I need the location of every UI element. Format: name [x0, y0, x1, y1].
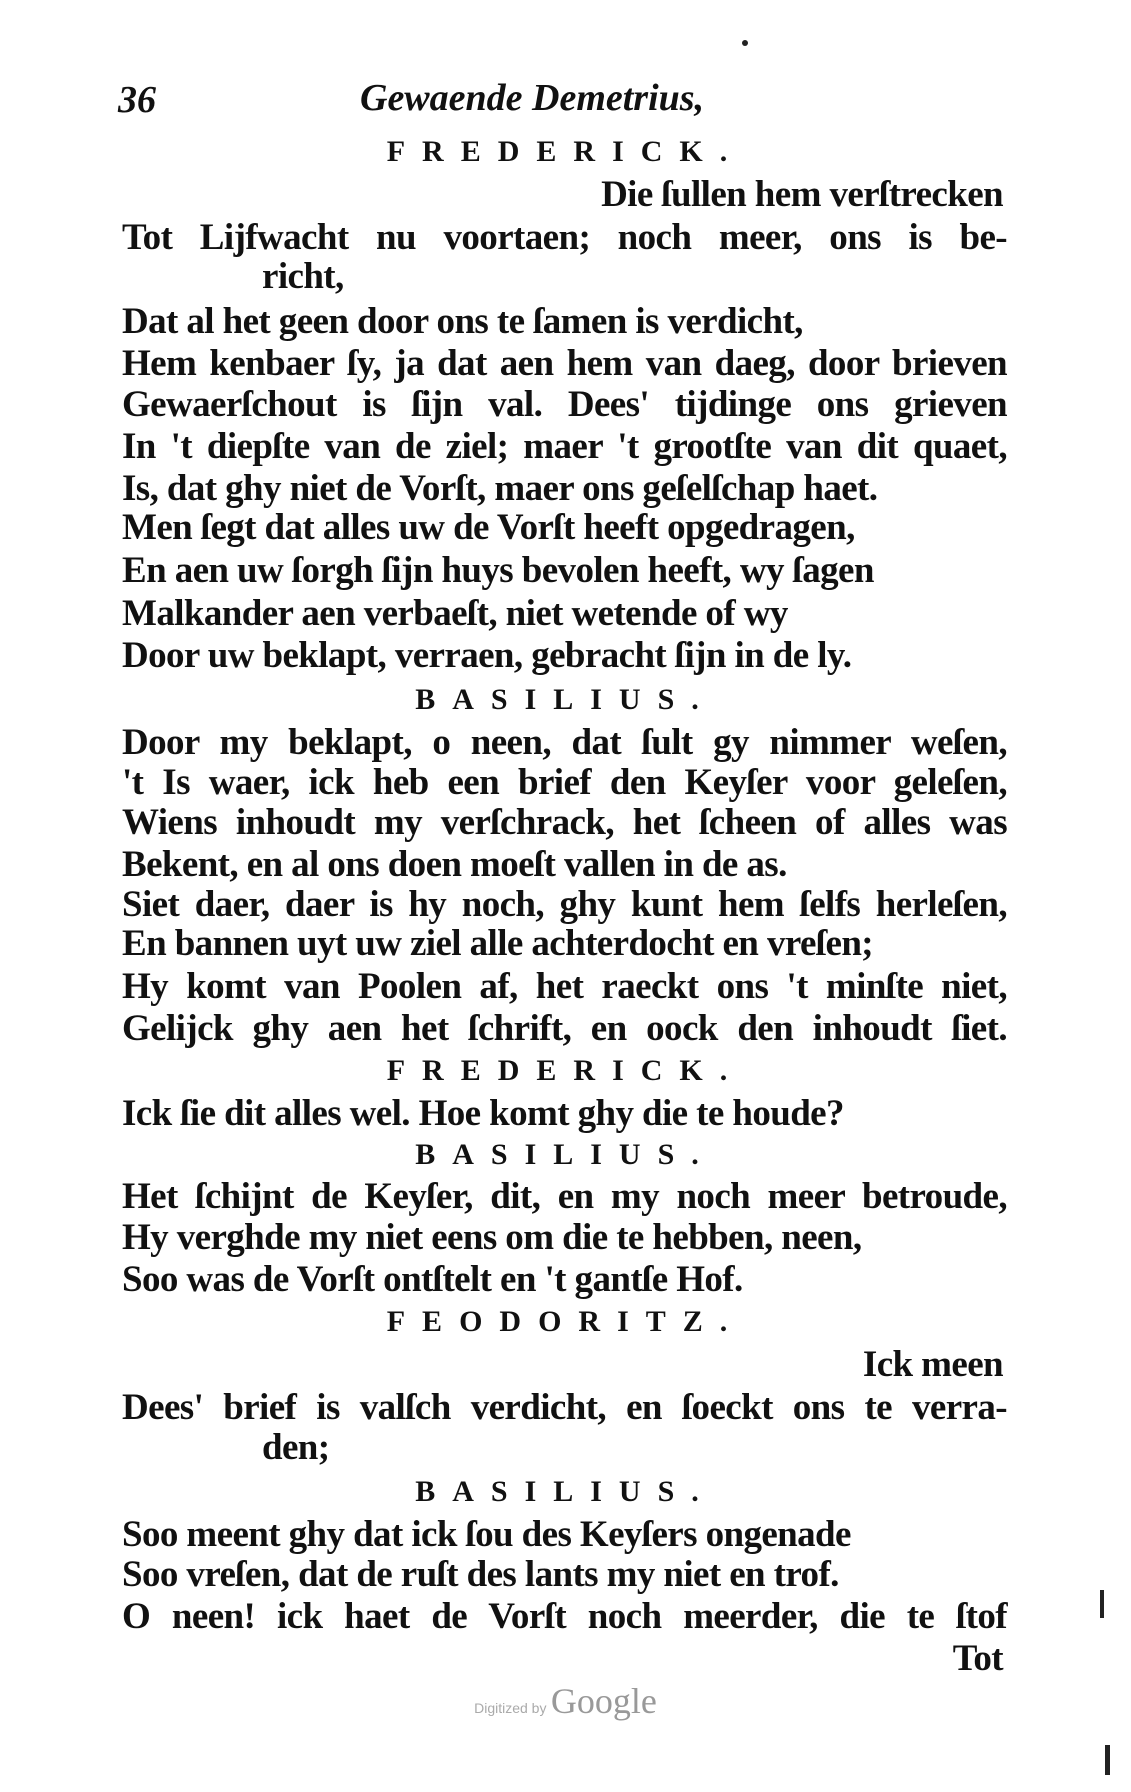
verse-line: Hem kenbaer ſy, ja dat aen hem van daeg, door brieven: [122, 343, 1007, 384]
edge-mark: [1100, 1590, 1104, 1618]
verse-line: Men ſegt dat alles uw de Vorſt heeft opgedragen,: [122, 507, 855, 548]
verse-line: Wiens inhoudt my verſchrack, het ſcheen of alles was: [122, 802, 1007, 843]
verse-line: Gelijck ghy aen het ſchrift, en oock den inhoudt ſiet.: [122, 1008, 1007, 1049]
page-number: 36: [118, 79, 156, 121]
verse-line: Door my beklapt, o neen, dat ſult gy nimmer weſen,: [122, 722, 1007, 763]
verse-line: Ick ſie dit alles wel. Hoe komt ghy die te houde?: [122, 1093, 844, 1134]
verse-line: Soo was de Vorſt ontſtelt en 't gantſe Hof.: [122, 1259, 743, 1300]
verse-line: 't Is waer, ick heb een brief den Keyſer voor geleſen,: [122, 762, 1007, 803]
verse-line: En bannen uyt uw ziel alle achterdocht en vreſen;: [122, 923, 874, 964]
verse-line: Dat al het geen door ons te ſamen is verdicht,: [122, 301, 803, 342]
verse-line: Hy verghde my niet eens om die te hebben, neen,: [122, 1217, 862, 1258]
verse-line: Die ſullen hem verſtrecken: [601, 174, 1003, 215]
verse-line: In 't diepſte van de ziel; maer 't grootſte van dit quaet,: [122, 426, 1007, 467]
speaker-name: BASILIUS.: [415, 1138, 716, 1171]
verse-line: Soo meent ghy dat ick ſou des Keyſers ongenade: [122, 1514, 851, 1555]
edge-mark: [1105, 1745, 1110, 1775]
verse-line: En aen uw ſorgh ſijn huys bevolen heeft, wy ſagen: [122, 550, 874, 591]
speaker-name: FREDERICK.: [386, 1054, 745, 1087]
verse-line: Siet daer, daer is hy noch, ghy kunt hem ſelfs herleſen,: [122, 884, 1007, 925]
verse-line: Malkander aen verbaeſt, niet wetende of wy: [122, 593, 788, 634]
verse-line: Bekent, en al ons doen moeſt vallen in de as.: [122, 844, 787, 885]
google-logo: Google: [550, 1681, 657, 1721]
verse-line: Ick meen: [862, 1344, 1003, 1385]
verse-line: Tot Lijfwacht nu voortaen; noch meer, ons is be-: [122, 217, 1007, 258]
speaker-name: FREDERICK.: [386, 135, 745, 168]
digitized-by-google-watermark: [0, 1680, 1131, 1722]
verse-line: Tot: [952, 1638, 1003, 1679]
verse-line: den;: [262, 1427, 330, 1468]
verse-line: Hy komt van Poolen af, het raeckt ons 't minſte niet,: [122, 966, 1007, 1007]
verse-line: Is, dat ghy niet de Vorſt, maer ons geſelſchap haet.: [122, 468, 878, 509]
verse-line: Soo vreſen, dat de ruſt des lants my niet en trof.: [122, 1554, 839, 1595]
verse-line: Door uw beklapt, verraen, gebracht ſijn in de ly.: [122, 635, 852, 676]
verse-line: O neen! ick haet de Vorſt noch meerder, die te ſtof: [122, 1596, 1007, 1637]
running-title: Gewaende Demetrius,: [360, 77, 705, 119]
verse-line: Dees' brief is valſch verdicht, en ſoeckt ons te verra-: [122, 1387, 1007, 1428]
verse-line: richt,: [262, 256, 344, 297]
speaker-name: BASILIUS.: [415, 1475, 716, 1508]
verse-line: Gewaerſchout is ſijn val. Dees' tijdinge ons grieven: [122, 384, 1007, 425]
ink-speck: [742, 40, 748, 46]
speaker-name: FEODORITZ.: [386, 1305, 745, 1338]
speaker-name: BASILIUS.: [415, 683, 716, 716]
verse-line: Het ſchijnt de Keyſer, dit, en my noch meer betroude,: [122, 1176, 1007, 1217]
watermark-prefix: Digitized by: [474, 1700, 547, 1716]
